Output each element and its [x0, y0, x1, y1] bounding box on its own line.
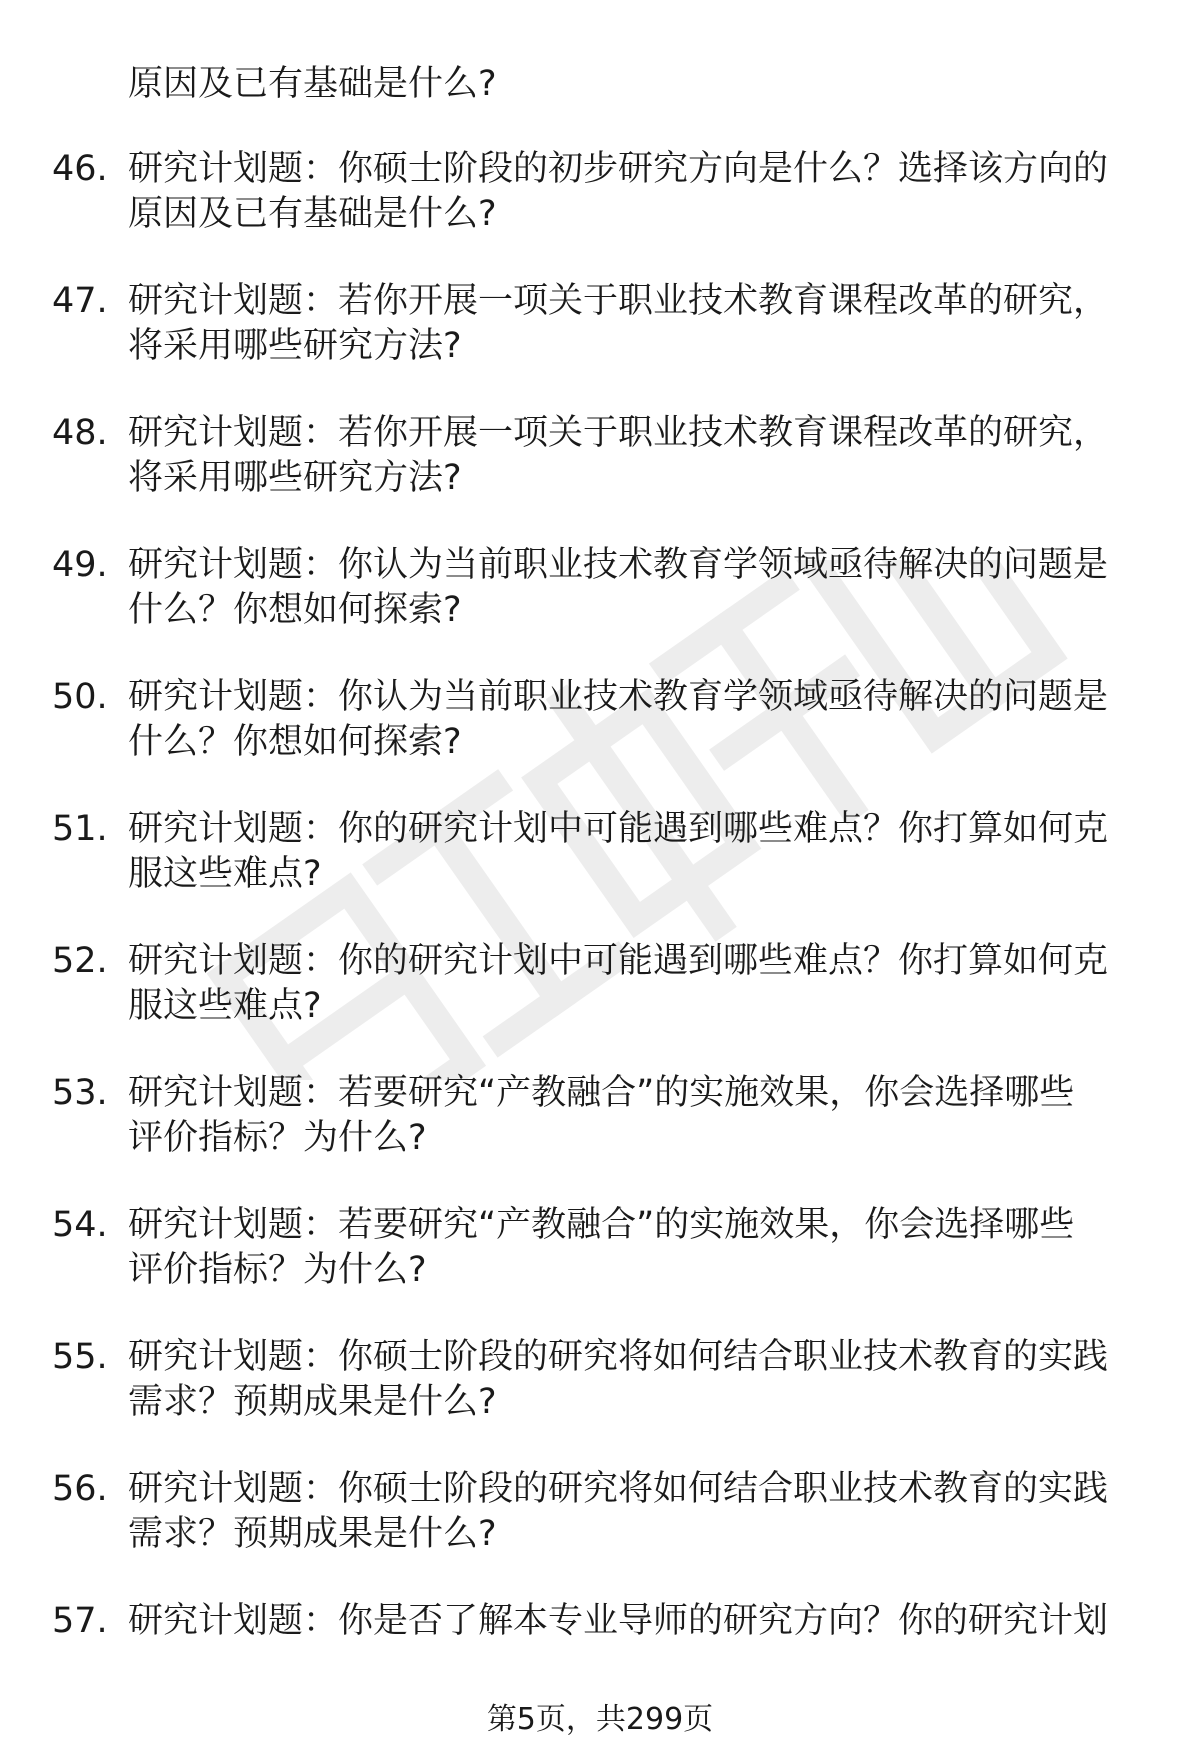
question-text-line: 将采用哪些研究方法? — [128, 458, 462, 498]
question-text-line: 研究计划题：你是否了解本专业导师的研究方向？你的研究计划 — [128, 1601, 1109, 1641]
question-item — [0, 1069, 1200, 1201]
question-number: 52. — [52, 941, 108, 981]
question-text-line: 原因及已有基础是什么? — [128, 194, 497, 234]
question-text-line: 需求？预期成果是什么? — [128, 1514, 497, 1554]
question-text-line: 研究计划题：你硕士阶段的初步研究方向是什么？选择该方向的 — [128, 149, 1109, 189]
question-text-line: 研究计划题：若要研究“产教融合”的实施效果，你会选择哪些 — [128, 1205, 1075, 1245]
question-text-line: 研究计划题：你的研究计划中可能遇到哪些难点？你打算如何克 — [128, 809, 1109, 849]
question-number: 50. — [52, 677, 108, 717]
question-text-line: 研究计划题：你认为当前职业技术教育学领域亟待解决的问题是 — [128, 545, 1109, 585]
page-footer: 第5页，共299页 — [486, 1702, 714, 1737]
question-text-line: 什么？你想如何探索? — [128, 590, 462, 630]
question-number: 47. — [52, 281, 108, 321]
question-item — [0, 541, 1200, 673]
question-list — [0, 145, 1200, 1729]
question-item — [0, 937, 1200, 1069]
question-item — [0, 805, 1200, 937]
question-text-line: 研究计划题：若要研究“产教融合”的实施效果，你会选择哪些 — [128, 1073, 1075, 1113]
question-item — [0, 1201, 1200, 1333]
question-item — [0, 409, 1200, 541]
question-number: 53. — [52, 1073, 108, 1113]
question-text-line: 将采用哪些研究方法? — [128, 326, 462, 366]
question-item — [0, 1333, 1200, 1465]
question-text-line: 研究计划题：你认为当前职业技术教育学领域亟待解决的问题是 — [128, 677, 1109, 717]
question-number: 46. — [52, 149, 108, 189]
question-number: 51. — [52, 809, 108, 849]
question-text-line: 研究计划题：你硕士阶段的研究将如何结合职业技术教育的实践 — [128, 1469, 1109, 1509]
question-text-line: 服这些难点? — [128, 854, 322, 894]
question-number: 57. — [52, 1601, 108, 1641]
question-text-line: 需求？预期成果是什么? — [128, 1382, 497, 1422]
question-text-line: 什么？你想如何探索? — [128, 722, 462, 762]
question-item — [0, 1465, 1200, 1597]
question-item — [0, 145, 1200, 277]
question-number: 56. — [52, 1469, 108, 1509]
question-number: 55. — [52, 1337, 108, 1377]
question-text-line: 评价指标？为什么? — [128, 1250, 427, 1290]
question-item — [0, 673, 1200, 805]
question-text-line: 评价指标？为什么? — [128, 1118, 427, 1158]
question-number: 49. — [52, 545, 108, 585]
question-text-line: 服这些难点? — [128, 986, 322, 1026]
question-text-line: 研究计划题：若你开展一项关于职业技术教育课程改革的研究， — [128, 413, 1109, 453]
question-text-line: 研究计划题：你的研究计划中可能遇到哪些难点？你打算如何克 — [128, 941, 1109, 981]
question-text-line: 研究计划题：你硕士阶段的研究将如何结合职业技术教育的实践 — [128, 1337, 1109, 1377]
question-number: 48. — [52, 413, 108, 453]
question-number: 54. — [52, 1205, 108, 1245]
question-item — [0, 277, 1200, 409]
continued-question-text: 原因及已有基础是什么? — [128, 64, 497, 104]
question-text-line: 研究计划题：若你开展一项关于职业技术教育课程改革的研究， — [128, 281, 1109, 321]
